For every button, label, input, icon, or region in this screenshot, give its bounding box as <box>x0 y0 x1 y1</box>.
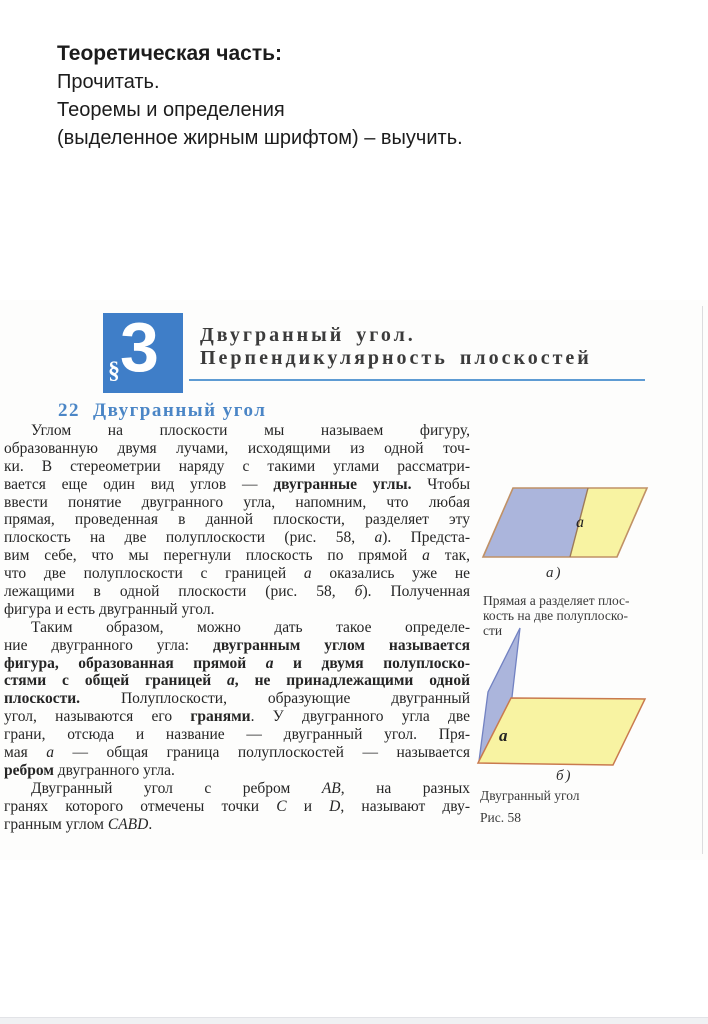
body-text-line: ки. В стереометрии наряду с такими углами рассматри- <box>4 457 470 475</box>
body-text-line: Углом на плоскости мы называем фигуру, <box>31 422 470 439</box>
body-text-line: Двугранный угол с ребром AB, на разных <box>31 779 471 797</box>
figure-b <box>474 624 656 770</box>
body-text-line: ввести понятие двугранного угла, напомним, что любая <box>4 493 470 511</box>
chapter-title <box>200 324 670 370</box>
assignment-instructions <box>57 40 463 152</box>
bottom-edge-strip <box>0 1017 708 1024</box>
body-text-line: стями с общей границей а, не принадлежащими одной <box>4 672 471 690</box>
figure-number: Рис. 58 <box>480 810 521 825</box>
body-text-line: фигура, образованная прямой а и двумя полуплоско- <box>4 654 471 672</box>
line-a-label: a <box>576 514 584 531</box>
body-text-line: вим себе, что мы перегнули плоскость по прямой а так, <box>4 547 470 565</box>
body-text-line: гранным углом CABD. <box>4 815 153 833</box>
paragraph-badge <box>103 308 183 393</box>
body-text-line: ние двугранного угла: двугранным углом называется <box>4 636 470 654</box>
body-text-column <box>4 422 470 833</box>
figure-b-letter: б) <box>556 768 573 784</box>
body-text-line: прямая, проведенная в данной плоскости, разделяет эту <box>4 511 470 529</box>
body-text-line: Таким образом, можно дать такое определе- <box>31 618 470 636</box>
section-title: Двугранный угол <box>93 400 267 421</box>
section-mark: § <box>108 358 120 384</box>
edge-a-label: a <box>499 726 508 745</box>
body-text-line: угол, называются его гранями. У двугранного угла две <box>4 708 470 726</box>
body-text-line: лежащими в одной плоскости (рис. 58, б). Полученная <box>4 583 470 601</box>
figure-a <box>476 482 656 564</box>
figure-a-caption-line: сти <box>483 623 503 638</box>
figure-b-caption: Двугранный угол <box>480 788 580 803</box>
chapter-rule <box>189 379 645 381</box>
figure-a-caption-line: кость на две полуплоско- <box>483 608 628 623</box>
instruction-line: (выделенное жирным шрифтом) – выучить. <box>57 127 463 149</box>
instruction-line: Теоремы и определения <box>57 99 285 121</box>
body-text-line: фигура и есть двугранный угол. <box>4 600 215 618</box>
body-text-line: мая а — общая граница полуплоскостей — называется <box>4 744 471 762</box>
body-text-line: ребром двугранного угла. <box>4 761 175 779</box>
figure-a-letter: а) <box>546 565 563 581</box>
chapter-title-line1: Двугранный угол. <box>200 324 416 346</box>
body-text-line: что две полуплоскости с границей а оказались уже не <box>4 565 471 583</box>
body-text-line: образованную двумя лучами, исходящими из одной точ- <box>4 439 470 457</box>
instructions-title: Теоретическая часть: <box>57 42 283 65</box>
section-number: 22 <box>58 400 80 421</box>
section-heading <box>58 400 266 422</box>
body-text-line: гранях которого отмечены точки C и D, называют дву- <box>4 797 470 815</box>
page-edge-line <box>702 306 703 854</box>
figure-a-caption-line: Прямая а разделяет плос- <box>483 593 630 608</box>
paragraph-number: 3 <box>120 308 159 386</box>
instruction-line: Прочитать. <box>57 71 160 93</box>
body-text-line: вается еще один вид углов — двугранные углы. Чтобы <box>4 475 470 493</box>
body-text-line: плоскости. Полуплоскости, образующие двугранный <box>4 690 470 708</box>
body-text-line: грани, отсюда и название — двугранный угол. Пря- <box>4 726 470 744</box>
body-text-line: плоскость на две полуплоскости (рис. 58, а). Предста- <box>4 529 470 547</box>
chapter-title-line2: Перпендикулярность плоскостей <box>200 347 592 369</box>
